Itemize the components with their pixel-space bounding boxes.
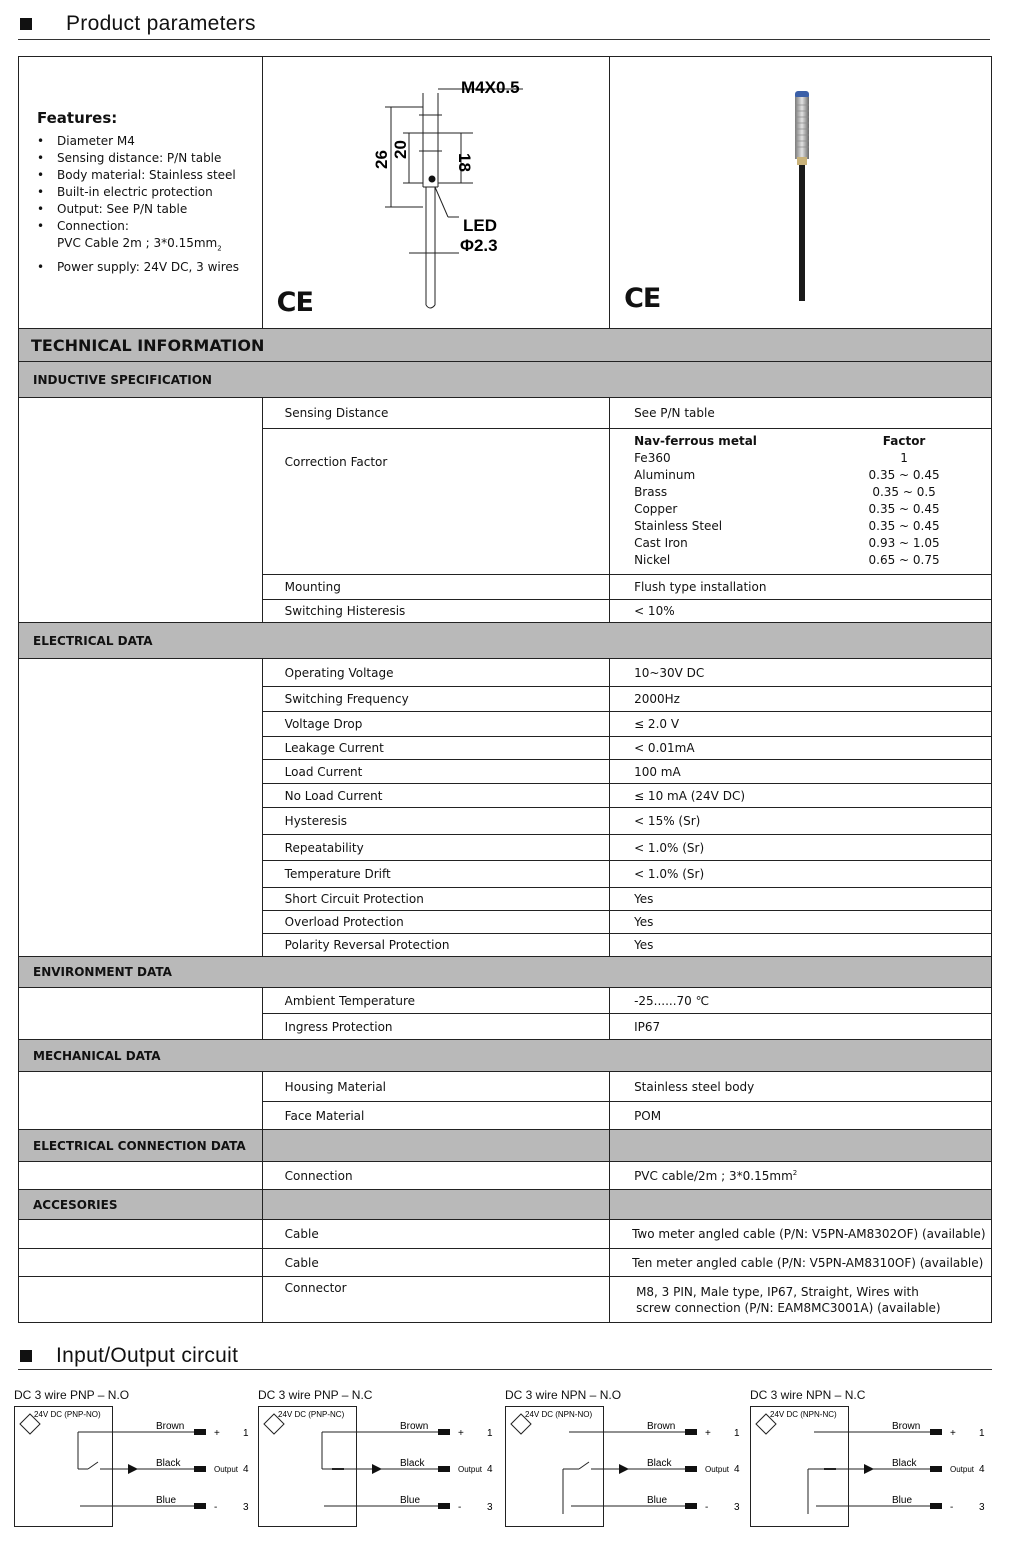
blank-cell <box>19 988 263 1040</box>
wire-blue-label: Blue <box>156 1495 177 1506</box>
spec-value: < 0.01mA <box>610 737 992 760</box>
circuit-schematic <box>750 1406 990 1530</box>
blank-cell <box>19 1249 263 1277</box>
pin-1-label: 1 <box>979 1428 985 1439</box>
blank-cell <box>19 398 263 623</box>
cf-head-metal: Nav-ferrous metal <box>634 434 757 448</box>
spec-label: Short Circuit Protection <box>262 888 609 911</box>
minus-label: - <box>705 1502 709 1513</box>
circuit-diagram <box>750 1388 990 1535</box>
blank-cell <box>19 1277 263 1323</box>
cf-factor: 0.65 ~ 0.75 <box>868 553 940 567</box>
accessory-label: Cable <box>262 1220 609 1249</box>
plus-label: + <box>705 1428 711 1439</box>
circuit-diagram <box>258 1388 498 1535</box>
circuit-tag: 24V DC (PNP-NO) <box>34 1410 101 1419</box>
circuit-title: DC 3 wire NPN – N.O <box>505 1388 622 1402</box>
cf-factor: 0.35 ~ 0.45 <box>868 468 940 482</box>
cf-factor: 1 <box>900 451 908 465</box>
pin-3-label: 3 <box>487 1502 493 1513</box>
circuit-title: DC 3 wire NPN – N.C <box>750 1388 866 1402</box>
spec-value: < 15% (Sr) <box>610 808 992 835</box>
cf-metal: Aluminum <box>634 468 696 482</box>
pin-3-label: 3 <box>734 1502 740 1513</box>
spec-value: Stainless steel body <box>610 1072 992 1102</box>
circuit-tag: 24V DC (NPN-NC) <box>770 1410 837 1419</box>
spec-label: Overload Protection <box>262 911 609 934</box>
spec-label: Mounting <box>262 575 609 600</box>
wire-brown-label: Brown <box>156 1421 185 1432</box>
spec-label: Face Material <box>262 1102 609 1130</box>
feature-item: • Diameter M4 <box>37 133 262 150</box>
feature-item: • Built-in electric protection <box>37 184 262 201</box>
circuit-tag: 24V DC (NPN-NO) <box>525 1410 593 1419</box>
spec-value <box>610 1162 992 1190</box>
led-dot <box>428 176 435 183</box>
accessory-label: Connector <box>262 1277 609 1323</box>
spec-value: IP67 <box>610 1014 992 1040</box>
cf-factor: 0.93 ~ 1.05 <box>868 536 940 550</box>
thread-label: M4X0.5 <box>460 78 520 97</box>
cf-factor: 0.35 ~ 0.45 <box>868 519 940 533</box>
grey-cell <box>262 1190 609 1220</box>
features-list <box>37 133 262 276</box>
spec-value: Flush type installation <box>610 575 992 600</box>
spec-value: Yes <box>610 911 992 934</box>
blank-cell <box>19 659 263 957</box>
connection-data-header: ELECTRICAL CONNECTION DATA <box>19 1130 263 1162</box>
output-label: Output <box>458 1465 483 1474</box>
section-title: Product parameters <box>66 12 256 35</box>
environment-data-header: ENVIRONMENT DATA <box>19 957 992 988</box>
feature-connection-label: Connection: <box>57 219 129 233</box>
wire-brown-label: Brown <box>892 1421 921 1432</box>
spec-value: 10~30V DC <box>610 659 992 687</box>
minus-label: - <box>458 1502 462 1513</box>
minus-label: - <box>214 1502 218 1513</box>
pin-4-label: 4 <box>734 1464 740 1475</box>
accessories-header: ACCESORIES <box>19 1190 263 1220</box>
circuit-schematic <box>505 1406 745 1530</box>
wire-brown-label: Brown <box>647 1421 676 1432</box>
wire-blue-label: Blue <box>400 1495 421 1506</box>
spec-value: < 1.0% (Sr) <box>610 861 992 888</box>
dim-20-label: 20 <box>390 140 410 159</box>
grey-cell <box>610 1130 992 1162</box>
features-cell <box>19 57 263 329</box>
square-bullet-icon <box>20 1350 32 1362</box>
spec-label: Load Current <box>262 760 609 784</box>
feature-item: • Power supply: 24V DC, 3 wires <box>37 259 262 276</box>
spec-label: Hysteresis <box>262 808 609 835</box>
accessory-value: Two meter angled cable (P/N: V5PN-AM8302OF) (available) <box>610 1220 992 1249</box>
minus-label: - <box>950 1502 954 1513</box>
feature-connection-detail: PVC Cable 2m ; 3*0.15mm <box>57 236 218 250</box>
spec-label: Ambient Temperature <box>262 988 609 1014</box>
pin-3-label: 3 <box>979 1502 985 1513</box>
pin-4-label: 4 <box>979 1464 985 1475</box>
wire-black-label: Black <box>647 1458 672 1469</box>
feature-item: • Output: See P/N table <box>37 201 262 218</box>
connection-value: PVC cable/2m ; 3*0.15mm <box>634 1168 793 1183</box>
circuit-diagram <box>505 1388 745 1535</box>
spec-value: Yes <box>610 888 992 911</box>
circuit-title: DC 3 wire PNP – N.C <box>258 1388 373 1402</box>
circuit-tag: 24V DC (PNP-NC) <box>278 1410 345 1419</box>
spec-value: -25......70 ℃ <box>610 988 992 1014</box>
feature-item: • Body material: Stainless steel <box>37 167 262 184</box>
product-photo-cell <box>610 57 992 329</box>
cable-diameter-label: Φ2.3 <box>459 236 498 255</box>
plus-label: + <box>458 1428 464 1439</box>
spec-value: ≤ 10 mA (24V DC) <box>610 784 992 808</box>
square-bullet-icon <box>20 18 32 30</box>
cf-metal: Cast Iron <box>634 536 688 550</box>
spec-label: Voltage Drop <box>262 712 609 737</box>
dim-18-label: 18 <box>454 153 474 172</box>
feature-item <box>37 218 262 257</box>
spec-label: Sensing Distance <box>262 398 609 429</box>
ce-mark-icon: CE <box>276 287 313 318</box>
pin-1-label: 1 <box>734 1428 740 1439</box>
cf-metal: Nickel <box>634 553 671 567</box>
grey-cell <box>262 1130 609 1162</box>
section-title: Input/Output circuit <box>56 1344 239 1367</box>
spec-label: Polarity Reversal Protection <box>262 934 609 957</box>
spec-label: No Load Current <box>262 784 609 808</box>
spec-label: Connection <box>262 1162 609 1190</box>
spec-label: Leakage Current <box>262 737 609 760</box>
cf-metal: Fe360 <box>634 451 671 465</box>
pin-3-label: 3 <box>243 1502 249 1513</box>
output-label: Output <box>214 1465 239 1474</box>
spec-value: < 10% <box>610 600 992 623</box>
spec-value: See P/N table <box>610 398 992 429</box>
sensor-photo <box>610 57 990 327</box>
connection-value-sup: 2 <box>792 1168 798 1177</box>
correction-factor-table <box>610 429 992 575</box>
circuit-title: DC 3 wire PNP – N.O <box>14 1388 130 1402</box>
drawing-cell <box>262 57 609 329</box>
spec-value: 2000Hz <box>610 687 992 712</box>
pin-1-label: 1 <box>243 1428 249 1439</box>
ce-mark-icon: CE <box>624 283 661 314</box>
spec-label: Switching Frequency <box>262 687 609 712</box>
wire-black-label: Black <box>892 1458 917 1469</box>
pin-4-label: 4 <box>243 1464 249 1475</box>
plus-label: + <box>950 1428 956 1439</box>
spec-value: < 1.0% (Sr) <box>610 835 992 861</box>
accessory-label: Cable <box>262 1249 609 1277</box>
spec-value: ≤ 2.0 V <box>610 712 992 737</box>
spec-label: Repeatability <box>262 835 609 861</box>
spec-value: POM <box>610 1102 992 1130</box>
section-header-io-circuit <box>18 1330 992 1370</box>
output-label: Output <box>950 1465 975 1474</box>
spec-label: Correction Factor <box>262 429 609 575</box>
circuit-diagram <box>14 1388 254 1535</box>
cf-metal: Copper <box>634 502 678 516</box>
wire-black-label: Black <box>156 1458 181 1469</box>
feature-connection-sup: 2 <box>217 244 222 253</box>
circuit-schematic <box>14 1406 254 1530</box>
cf-metal: Brass <box>634 485 668 499</box>
spec-table <box>18 56 992 1323</box>
blank-cell <box>19 1162 263 1190</box>
mechanical-data-header: MECHANICAL DATA <box>19 1040 992 1072</box>
grey-cell <box>610 1190 992 1220</box>
output-label: Output <box>705 1465 730 1474</box>
inductive-spec-header: INDUCTIVE SPECIFICATION <box>19 362 992 398</box>
blank-cell <box>19 1072 263 1130</box>
blank-cell <box>19 1220 263 1249</box>
cf-factor: 0.35 ~ 0.5 <box>872 485 936 499</box>
plus-label: + <box>214 1428 220 1439</box>
spec-label: Housing Material <box>262 1072 609 1102</box>
electrical-data-header: ELECTRICAL DATA <box>19 623 992 659</box>
spec-label: Temperature Drift <box>262 861 609 888</box>
wire-brown-label: Brown <box>400 1421 429 1432</box>
cf-factor: 0.35 ~ 0.45 <box>868 502 940 516</box>
features-heading: Features: <box>37 109 118 127</box>
feature-item: • Sensing distance: P/N table <box>37 150 262 167</box>
wire-black-label: Black <box>400 1458 425 1469</box>
pin-4-label: 4 <box>487 1464 493 1475</box>
cf-head-factor: Factor <box>882 434 926 448</box>
spec-value: Yes <box>610 934 992 957</box>
accessory-value: M8, 3 PIN, Male type, IP67, Straight, Wires with screw connection (P/N: EAM8MC3001A) (available) <box>610 1277 992 1323</box>
spec-label: Switching Histeresis <box>262 600 609 623</box>
spec-value: 100 mA <box>610 760 992 784</box>
accessory-value: Ten meter angled cable (P/N: V5PN-AM8310OF) (available) <box>610 1249 992 1277</box>
technical-info-header: TECHNICAL INFORMATION <box>19 329 992 362</box>
wire-blue-label: Blue <box>892 1495 913 1506</box>
spec-label: Operating Voltage <box>262 659 609 687</box>
led-label: LED <box>462 216 497 235</box>
cf-metal: Stainless Steel <box>634 519 723 533</box>
section-header-product-parameters <box>18 0 990 40</box>
circuit-schematic <box>258 1406 498 1530</box>
dim-26-label: 26 <box>371 150 391 169</box>
spec-label: Ingress Protection <box>262 1014 609 1040</box>
dimension-drawing <box>263 57 609 327</box>
wire-blue-label: Blue <box>647 1495 668 1506</box>
pin-1-label: 1 <box>487 1428 493 1439</box>
